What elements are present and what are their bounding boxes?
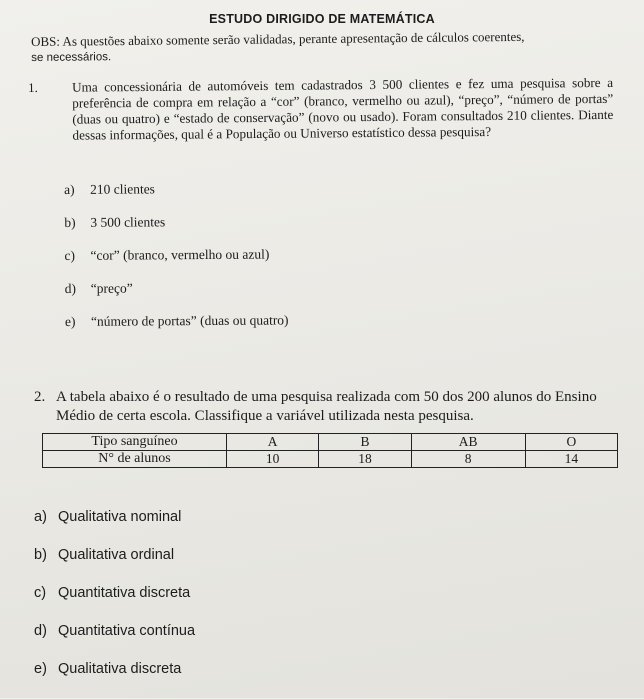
question-2-options — [34, 509, 434, 699]
question-2-option-c[interactable] — [34, 585, 434, 623]
option-text: Qualitativa discreta — [58, 661, 182, 677]
option-text: Quantitativa discreta — [58, 585, 191, 601]
option-text: “cor” (branco, vermelho ou azul) — [90, 246, 270, 263]
question-1-text: Uma concessionária de automóveis tem cadastrados 3 500 clientes e fez uma pesquisa sobre a preferência de compra em relação a “cor” (branco, vermelho ou azul), “preço”, “número de portas” (duas ou quatro) e “estado de conservação” (novo ou usado). Foram consultados 210 clientes. Diante dessas informações, qual é a População ou Universo estatístico dessa pesquisa? — [71, 74, 614, 143]
option-text: Quantitativa contínua — [58, 623, 196, 639]
question-2-option-a[interactable] — [34, 509, 434, 547]
option-letter: a) — [64, 181, 75, 197]
option-letter: a) — [34, 509, 47, 525]
option-letter: e) — [64, 313, 76, 329]
table-cell-type-b: B — [319, 434, 411, 451]
table-header-student-count: N° de alunos — [43, 451, 227, 468]
table-cell-type-o: O — [525, 434, 617, 451]
question-1-option-b[interactable] — [64, 212, 464, 248]
question-1-number: 1. — [28, 79, 38, 95]
table-row-types — [43, 434, 618, 451]
observation-line-2: se necessários. — [31, 51, 112, 64]
table-cell-count-a: 10 — [227, 451, 319, 468]
option-letter: b) — [34, 547, 47, 563]
question-1-option-a[interactable] — [64, 179, 464, 215]
question-2-text: A tabela abaixo é o resultado de uma pesquisa realizada com 50 dos 200 alunos do Ensino Médio de certa escola. Classifique a variável utilizada nesta pesquisa. — [56, 389, 597, 424]
question-2-number: 2. — [34, 389, 46, 405]
option-text: “preço” — [90, 280, 133, 296]
table-cell-count-ab: 8 — [411, 451, 525, 468]
question-1-option-c[interactable] — [64, 245, 464, 281]
question-2 — [34, 388, 616, 426]
option-text: Qualitativa nominal — [58, 509, 182, 525]
table-cell-type-a: A — [227, 434, 319, 451]
option-letter: b) — [64, 214, 76, 230]
option-text: Qualitativa ordinal — [58, 547, 175, 563]
table-header-blood-type: Tipo sanguíneo — [43, 434, 227, 451]
question-2-option-b[interactable] — [34, 547, 434, 585]
option-letter: d) — [64, 280, 77, 296]
blood-type-table — [42, 433, 618, 468]
observation-note — [31, 28, 611, 66]
table-cell-count-o: 14 — [525, 451, 617, 468]
option-letter: e) — [34, 661, 47, 677]
option-text: 3 500 clientes — [90, 214, 166, 230]
table-cell-type-ab: AB — [411, 434, 525, 451]
question-1-option-e[interactable] — [65, 311, 465, 347]
observation-line-1: OBS: As questões abaixo somente serão validadas, perante apresentação de cálculos coerentes, — [31, 28, 525, 49]
question-1-option-d[interactable] — [65, 278, 465, 314]
question-2-option-d[interactable] — [34, 623, 434, 661]
question-1 — [28, 75, 614, 144]
question-1-options — [64, 179, 465, 347]
option-text: 210 clientes — [89, 181, 155, 197]
table-row-counts — [43, 451, 618, 468]
option-text: “número de portas” (duas ou quatro) — [90, 312, 289, 329]
option-letter: c) — [64, 247, 76, 263]
page-title: ESTUDO DIRIGIDO DE MATEMÁTICA — [209, 12, 435, 26]
table-cell-count-b: 18 — [319, 451, 411, 468]
question-2-option-e[interactable] — [34, 661, 434, 699]
option-letter: d) — [34, 623, 47, 639]
option-letter: c) — [34, 585, 47, 601]
